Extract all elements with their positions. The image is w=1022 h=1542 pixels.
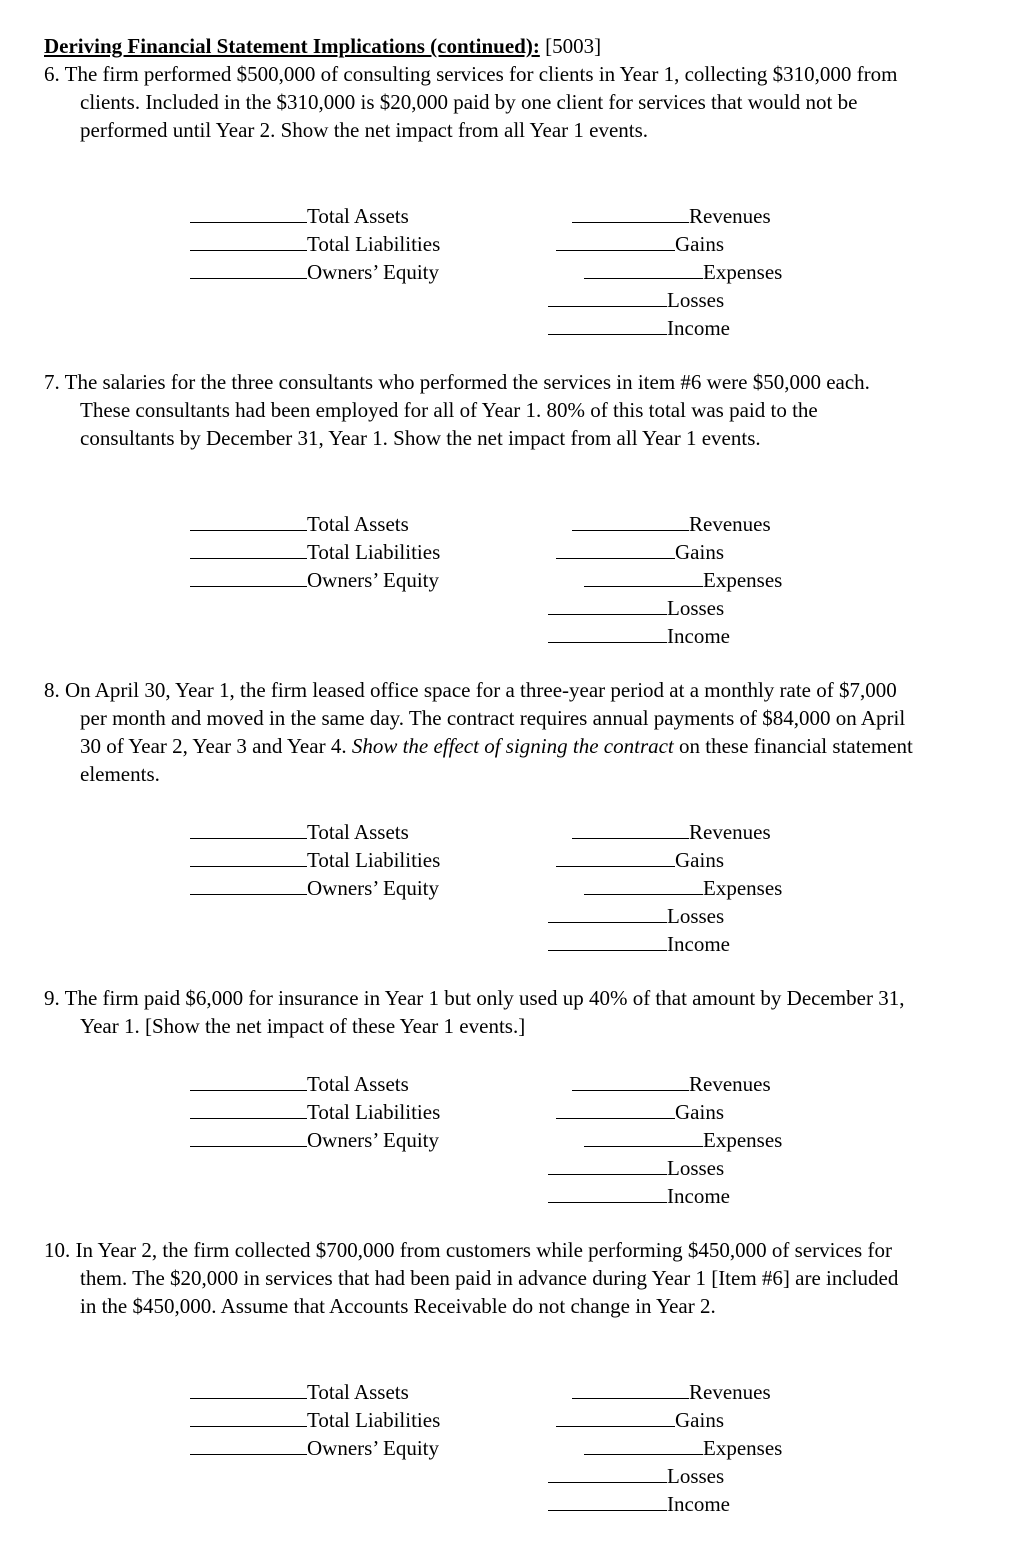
income-label: Income <box>667 1492 730 1516</box>
answer-blank[interactable] <box>548 1488 667 1511</box>
balance-row <box>190 844 440 874</box>
balance-row <box>190 1068 409 1098</box>
answer-blank[interactable] <box>584 1124 703 1147</box>
answer-blank[interactable] <box>190 1124 307 1147</box>
question-number: 10. <box>44 1238 71 1262</box>
answer-blank[interactable] <box>548 284 667 307</box>
balance-label: Owners’ Equity <box>307 260 439 284</box>
answer-blank[interactable] <box>572 508 689 531</box>
balance-label: Owners’ Equity <box>307 876 439 900</box>
balance-label: Total Assets <box>307 512 409 536</box>
income-row <box>548 1488 730 1518</box>
question-text: The salaries for the three consultants who performed the services in item #6 were $50,000 each. These consultants had been employed for all of Year 1. 80% of this total was paid to the consultants by December 31, Year 1. Show the net impact from all Year 1 events. <box>64 370 870 450</box>
income-row <box>556 1404 724 1434</box>
balance-label: Owners’ Equity <box>307 568 439 592</box>
balance-label: Total Assets <box>307 1072 409 1096</box>
income-label: Gains <box>675 232 724 256</box>
balance-row <box>190 200 409 230</box>
income-row <box>548 1180 730 1210</box>
income-row <box>548 284 724 314</box>
income-label: Losses <box>667 1464 725 1488</box>
income-label: Expenses <box>703 1436 783 1460</box>
answer-blank[interactable] <box>190 1432 307 1455</box>
income-row <box>548 312 730 342</box>
answer-blank[interactable] <box>548 900 667 923</box>
income-row <box>572 508 771 538</box>
answer-blank[interactable] <box>548 620 667 643</box>
balance-row <box>190 872 439 902</box>
income-label: Losses <box>667 1156 725 1180</box>
question-text: The firm paid $6,000 for insurance in Year 1 but only used up 40% of that amount by December 31, Year 1. [Show the net impact of these Year 1 events.] <box>64 986 905 1038</box>
income-row <box>584 564 782 594</box>
income-label: Income <box>667 932 730 956</box>
answer-blank[interactable] <box>548 1152 667 1175</box>
income-label: Income <box>667 1184 730 1208</box>
answer-blank[interactable] <box>572 1068 689 1091</box>
income-label: Expenses <box>703 568 783 592</box>
answer-blank[interactable] <box>548 592 667 615</box>
balance-label: Total Assets <box>307 820 409 844</box>
question-10 <box>44 1236 914 1320</box>
income-label: Losses <box>667 288 725 312</box>
balance-label: Total Assets <box>307 1380 409 1404</box>
income-row <box>556 536 724 566</box>
income-label: Income <box>667 624 730 648</box>
income-label: Expenses <box>703 876 783 900</box>
answer-blank[interactable] <box>548 312 667 335</box>
answer-blank[interactable] <box>190 1096 307 1119</box>
income-row <box>548 900 724 930</box>
question-number: 8. <box>44 678 60 702</box>
answer-blank[interactable] <box>556 536 675 559</box>
income-label: Revenues <box>689 204 771 228</box>
answer-blank[interactable] <box>190 816 307 839</box>
page-title: Deriving Financial Statement Implications (continued): <box>44 34 540 58</box>
income-label: Revenues <box>689 1380 771 1404</box>
income-row <box>556 844 724 874</box>
balance-label: Total Liabilities <box>307 1100 441 1124</box>
question-8 <box>44 676 914 788</box>
balance-row <box>190 1376 409 1406</box>
answer-blank[interactable] <box>190 536 307 559</box>
balance-label: Total Liabilities <box>307 540 441 564</box>
income-row <box>572 200 771 230</box>
question-number: 7. <box>44 370 60 394</box>
question-6 <box>44 60 914 144</box>
answer-blank[interactable] <box>548 1460 667 1483</box>
income-row <box>584 1124 782 1154</box>
answer-blank[interactable] <box>190 508 307 531</box>
income-row <box>548 1460 724 1490</box>
balance-row <box>190 1096 440 1126</box>
answer-blank[interactable] <box>556 1096 675 1119</box>
income-row <box>584 872 782 902</box>
income-row <box>572 816 771 846</box>
answer-blank[interactable] <box>584 872 703 895</box>
question-number: 6. <box>44 62 60 86</box>
answer-blank[interactable] <box>584 564 703 587</box>
income-label: Gains <box>675 1408 724 1432</box>
income-label: Losses <box>667 596 725 620</box>
question-9 <box>44 984 914 1040</box>
balance-label: Owners’ Equity <box>307 1436 439 1460</box>
balance-row <box>190 1432 439 1462</box>
balance-row <box>190 536 440 566</box>
balance-row <box>190 564 439 594</box>
balance-label: Total Liabilities <box>307 848 441 872</box>
answer-blank[interactable] <box>584 1432 703 1455</box>
income-label: Revenues <box>689 820 771 844</box>
page-header <box>44 32 601 60</box>
income-row <box>548 928 730 958</box>
balance-label: Total Liabilities <box>307 1408 441 1432</box>
answer-blank[interactable] <box>190 256 307 279</box>
page-code: [5003] <box>545 34 602 58</box>
balance-row <box>190 1404 440 1434</box>
income-row <box>548 592 724 622</box>
answer-blank[interactable] <box>190 872 307 895</box>
answer-blank[interactable] <box>190 228 307 251</box>
balance-row <box>190 228 440 258</box>
balance-row <box>190 816 409 846</box>
answer-blank[interactable] <box>556 228 675 251</box>
balance-row <box>190 1124 439 1154</box>
answer-blank[interactable] <box>190 200 307 223</box>
income-row <box>556 1096 724 1126</box>
income-row <box>572 1068 771 1098</box>
income-label: Losses <box>667 904 725 928</box>
answer-blank[interactable] <box>572 200 689 223</box>
answer-blank[interactable] <box>190 844 307 867</box>
income-label: Income <box>667 316 730 340</box>
income-label: Revenues <box>689 512 771 536</box>
balance-label: Owners’ Equity <box>307 1128 439 1152</box>
question-text: In Year 2, the firm collected $700,000 from customers while performing $450,000 of services for them. The $20,000 in services that had been paid in advance during Year 1 [Item #6] are included in the $450,000. Assume that Accounts Receivable do not change in Year 2. <box>75 1238 899 1318</box>
income-row <box>584 256 782 286</box>
answer-blank[interactable] <box>190 1404 307 1427</box>
balance-row <box>190 508 409 538</box>
answer-blank[interactable] <box>572 816 689 839</box>
answer-blank[interactable] <box>190 1068 307 1091</box>
income-label: Gains <box>675 1100 724 1124</box>
balance-row <box>190 256 439 286</box>
answer-blank[interactable] <box>190 564 307 587</box>
answer-blank[interactable] <box>190 1376 307 1399</box>
answer-blank[interactable] <box>556 1404 675 1427</box>
balance-label: Total Assets <box>307 204 409 228</box>
income-row <box>584 1432 782 1462</box>
answer-blank[interactable] <box>548 928 667 951</box>
answer-blank[interactable] <box>584 256 703 279</box>
income-row <box>572 1376 771 1406</box>
question-text: The firm performed $500,000 of consulting services for clients in Year 1, collecting $310,000 from clients. Included in the $310,000 is $20,000 paid by one client for services that would not be performed until Year 2. Show the net impact from all Year 1 events. <box>64 62 898 142</box>
question-7 <box>44 368 914 452</box>
balance-label: Total Liabilities <box>307 232 441 256</box>
question-text: On April 30, Year 1, the firm leased office space for a three-year period at a monthly rate of $7,000 per month and moved in the same day. The contract requires annual payments of $84,000 on April 30 of Year 2, Year 3 and Year 4. Show the effect of signing the contract on these financial statement elements. <box>65 678 913 786</box>
income-row <box>548 1152 724 1182</box>
income-row <box>548 620 730 650</box>
income-label: Revenues <box>689 1072 771 1096</box>
income-label: Gains <box>675 540 724 564</box>
question-number: 9. <box>44 986 60 1010</box>
income-label: Expenses <box>703 260 783 284</box>
income-label: Expenses <box>703 1128 783 1152</box>
income-row <box>556 228 724 258</box>
income-label: Gains <box>675 848 724 872</box>
answer-blank[interactable] <box>572 1376 689 1399</box>
answer-blank[interactable] <box>548 1180 667 1203</box>
answer-blank[interactable] <box>556 844 675 867</box>
